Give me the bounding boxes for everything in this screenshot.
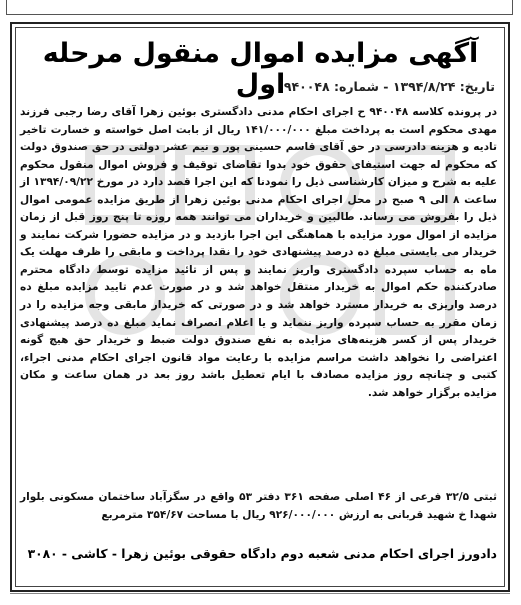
previous-ad-border	[6, 0, 513, 15]
notice-date-number: تاریخ: ۱۳۹۴/۸/۲۴ - شماره: ۹۴۰۰۴۸	[283, 79, 495, 94]
notice-body: در پرونده کلاسه ۹۴۰۰۴۸ ح اجرای احکام مدنی دادگستری بوئین زهرا آقای رضا رجبی فرزند مهدی محکوم است به پرداخت مبلغ ۱۴۱/۰۰۰/۰۰۰ ریال از بابت اصل خواسته و خسارت تاخیر تادیه و هزینه دادرسی در حق آقای قاسم حسینی پور و نیم عشر دولتی در حق صندوق دولت که محکوم له جهت استیفای حقوق خود بدوا تقاضای توقیف و فروش اموال منقول محکوم علیه به شرح و میزان کارشناسی ذیل را نمودنا که این اجرا قصد دارد در مورخ ۱۳۹۴/۰۹/۲۲ از ساعت ۸ الی ۹ صبح در محل اجرای احکام مدنی بوئین زهرا از طریق مزایده عمومی اموال ذیل را بفروش می رساند. طالبین و خریداران می توانند همه روزه تا پنج روز قبل از زمان مزایده از اموال مورد مزایده با هماهنگی این اجرا بازدید و در مزایده حضورا شرکت نمایند و خریدار می بایستی مبلغ ده درصد پیشنهادی خود را نقدا پرداخت و مابقی را ظرف مهلت یک ماه به حساب سپرده دادگستری واریز نمایند و پس از تائید مزایده توسط دادگاه محترم صادرکننده حکم اموال به خریدار منتقل خواهد شد و در صورت عدم تایید مزایده مبلغ ده درصد واریزی به خریدار مسترد خواهد شد و در صورتی که خریدار مابقی وجه مزایده را در زمان مقرر به حساب سپرده واریز ننماید و یا اعلام انصراف نماید مبلغ ده درصد پیشنهادی خریدار پس از کسر هزینه‌های مزایده به نفع صندوق دولت ضبط و خریدار حق هیچ گونه اعتراضی را نخواهد داشت مراسم مزایده با رعایت مواد قانون اجرای احکام مدنی اجراء، کتبی و چنانچه روز مزایده مصادف با ایام تعطیل باشد روز بعد در همان ساعت و مکان مزایده برگزار خواهد شد.	[20, 106, 498, 399]
notice-title: آگهی مزایده اموال منقول مرحله اول	[42, 38, 479, 100]
next-ad-border	[10, 593, 510, 605]
property-description: ثبتی ۳۲/۵ فرعی از ۴۶ اصلی صفحه ۳۶۱ دفتر ۵۳ واقع در سگزآباد ساختمان مسکونی بلوار شهدا خ شهید قربانی به ارزش ۹۲۶/۰۰۰/۰۰۰ ریال با مساحت ۳۵۴/۶۷ مترمربع	[20, 491, 497, 521]
issuer-signature: دادورز اجرای احکام مدنی شعبه دوم دادگاه حقوقی بوئین زهرا - کاشی - ۳۰۸۰	[27, 547, 497, 561]
